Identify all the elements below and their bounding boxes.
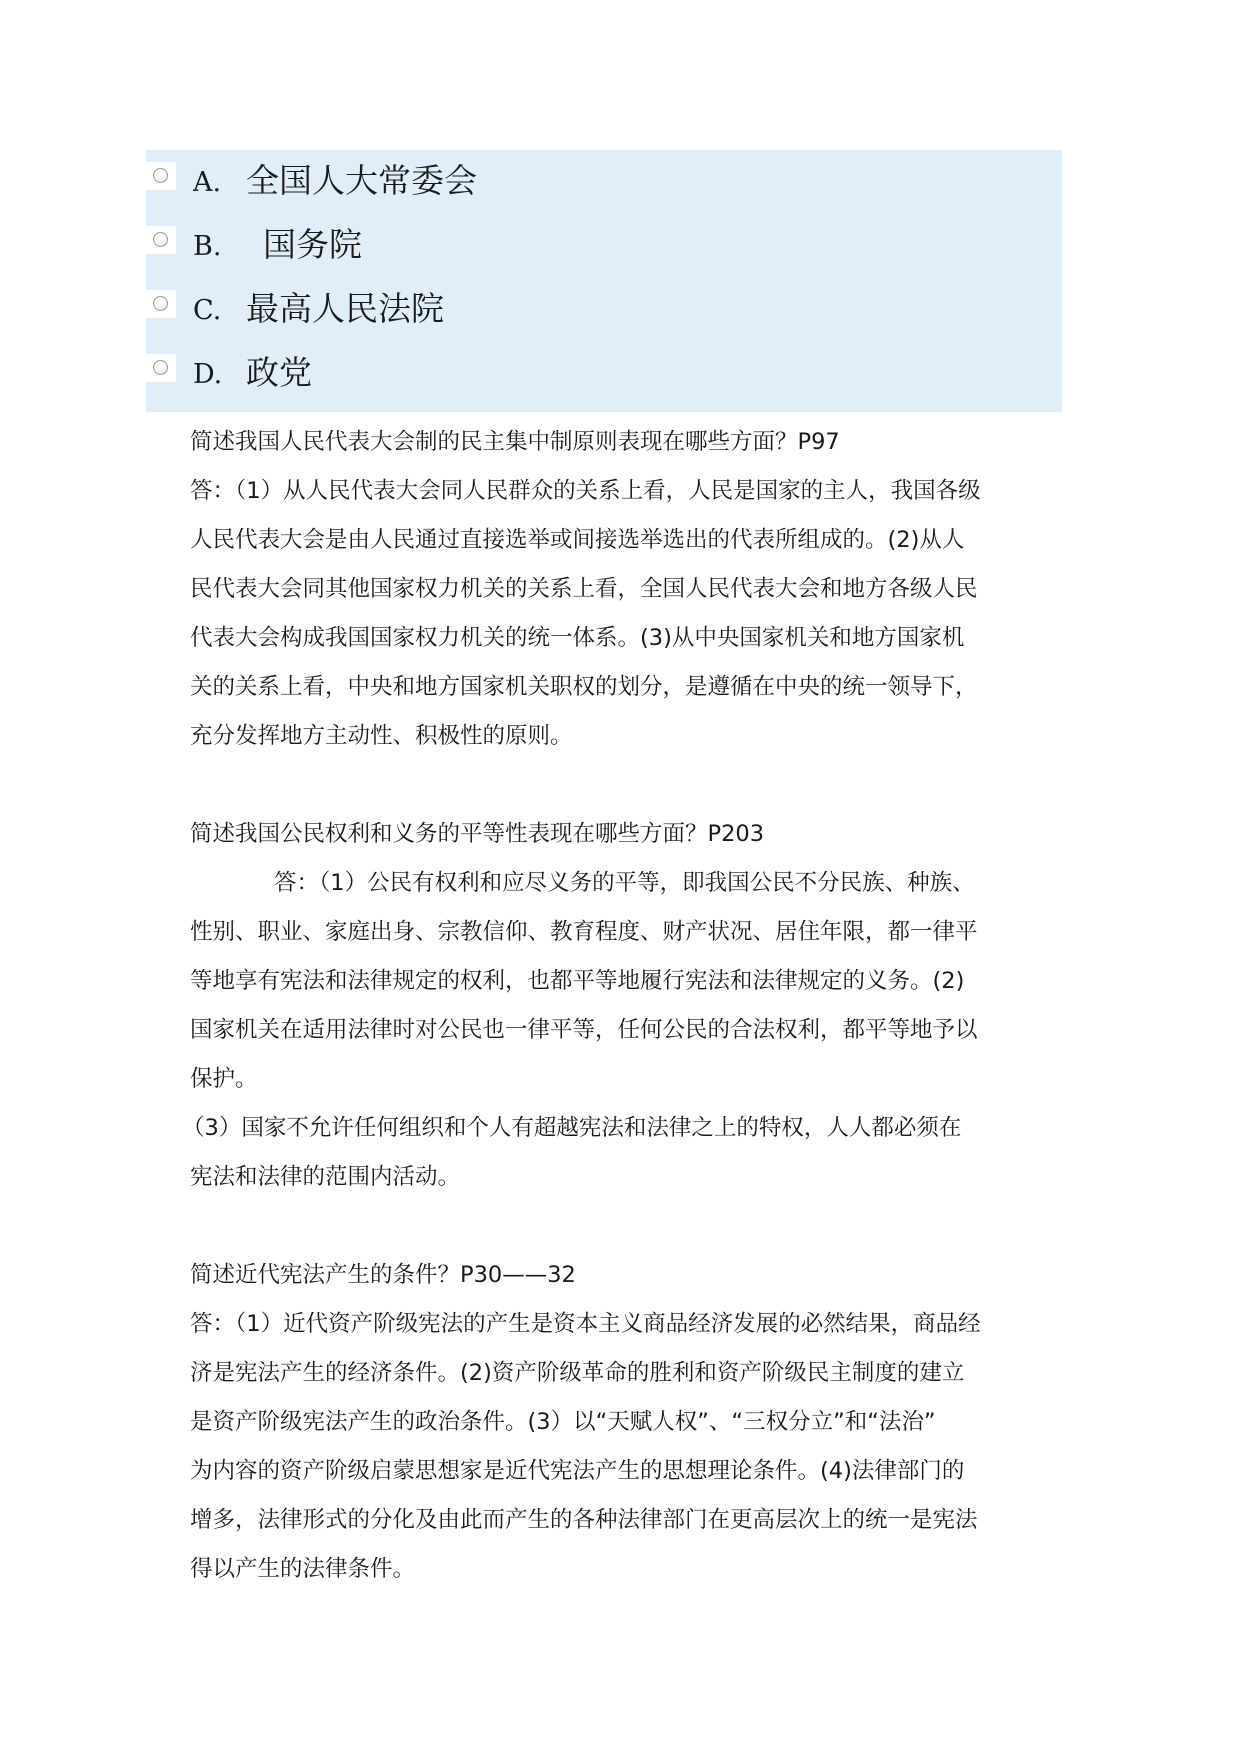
q2-answer-line: 性别、职业、家庭出身、宗教信仰、教育程度、财产状况、居住年限，都一律平 <box>190 919 978 945</box>
q3-answer-line: 答：（1）近代资产阶级宪法的产生是资本主义商品经济发展的必然结果，商品经 <box>190 1311 981 1337</box>
q1-answer-line: 民代表大会同其他国家权力机关的关系上看，全国人民代表大会和地方各级人民 <box>190 576 978 602</box>
spacer <box>190 761 1070 810</box>
option-b-letter: B. <box>193 231 222 262</box>
spacer <box>190 1202 1070 1251</box>
q1-answer-line: 关的关系上看，中央和地方国家机关职权的划分，是遵循在中央的统一领导下， <box>190 674 978 700</box>
q2-answer-line: 等地享有宪法和法律规定的权利，也都平等地履行宪法和法律规定的义务。(2) <box>190 968 965 994</box>
q1-answer-line: 充分发挥地方主动性、积极性的原则。 <box>190 723 573 749</box>
q3-answer-line: 是资产阶级宪法产生的政治条件。(3）以“天赋人权”、“三权分立”和“法治” <box>190 1409 936 1435</box>
q2-answer-line: （3）国家不允许任何组织和个人有超越宪法和法律之上的特权，人人都必须在 <box>182 1115 962 1141</box>
q1-answer-line: 人民代表大会是由人民通过直接选举或间接选举选出的代表所组成的。(2)从人 <box>190 527 965 553</box>
q1-question: 简述我国人民代表大会制的民主集中制原则表现在哪些方面？P97 <box>190 429 840 455</box>
document-content <box>182 418 1070 1594</box>
option-d[interactable] <box>146 342 1062 402</box>
q3-answer-line: 济是宪法产生的经济条件。(2)资产阶级革命的胜利和资产阶级民主制度的建立 <box>190 1360 965 1386</box>
radio-option-a[interactable] <box>153 168 168 183</box>
q2-answer-line: 保护。 <box>190 1066 258 1092</box>
radio-option-d[interactable] <box>153 360 168 375</box>
option-d-text: 政党 <box>246 353 312 392</box>
radio-option-c[interactable] <box>153 296 168 311</box>
option-d-letter: D. <box>193 359 223 390</box>
option-a-letter: A. <box>193 167 222 198</box>
option-a[interactable] <box>146 150 1062 210</box>
option-b-text: 国务院 <box>263 225 362 264</box>
q2-question: 简述我国公民权利和义务的平等性表现在哪些方面？P203 <box>190 821 765 847</box>
option-c-text: 最高人民法院 <box>246 289 444 328</box>
option-a-text: 全国人大常委会 <box>246 161 477 200</box>
option-c-letter: C. <box>193 295 222 326</box>
q3-answer-line: 增多，法律形式的分化及由此而产生的各种法律部门在更高层次上的统一是宪法 <box>190 1507 978 1533</box>
option-b[interactable] <box>146 214 1062 274</box>
options-box <box>146 150 1062 412</box>
radio-option-b[interactable] <box>153 232 168 247</box>
q2-answer-line: 答：（1）公民有权利和应尽义务的平等，即我国公民不分民族、种族、 <box>274 870 975 896</box>
q1-answer-line: 代表大会构成我国国家权力机关的统一体系。(3)从中央国家机关和地方国家机 <box>190 625 965 651</box>
q1-answer-line: 答：（1）从人民代表大会同人民群众的关系上看，人民是国家的主人，我国各级 <box>190 478 981 504</box>
q2-answer-line: 宪法和法律的范围内活动。 <box>190 1164 461 1190</box>
q2-answer-line: 国家机关在适用法律时对公民也一律平等，任何公民的合法权利，都平等地予以 <box>190 1017 978 1043</box>
q3-question: 简述近代宪法产生的条件？P30——32 <box>190 1262 576 1288</box>
option-c[interactable] <box>146 278 1062 338</box>
q3-answer-line: 得以产生的法律条件。 <box>190 1556 416 1582</box>
q3-answer-line: 为内容的资产阶级启蒙思想家是近代宪法产生的思想理论条件。(4)法律部门的 <box>190 1458 965 1484</box>
